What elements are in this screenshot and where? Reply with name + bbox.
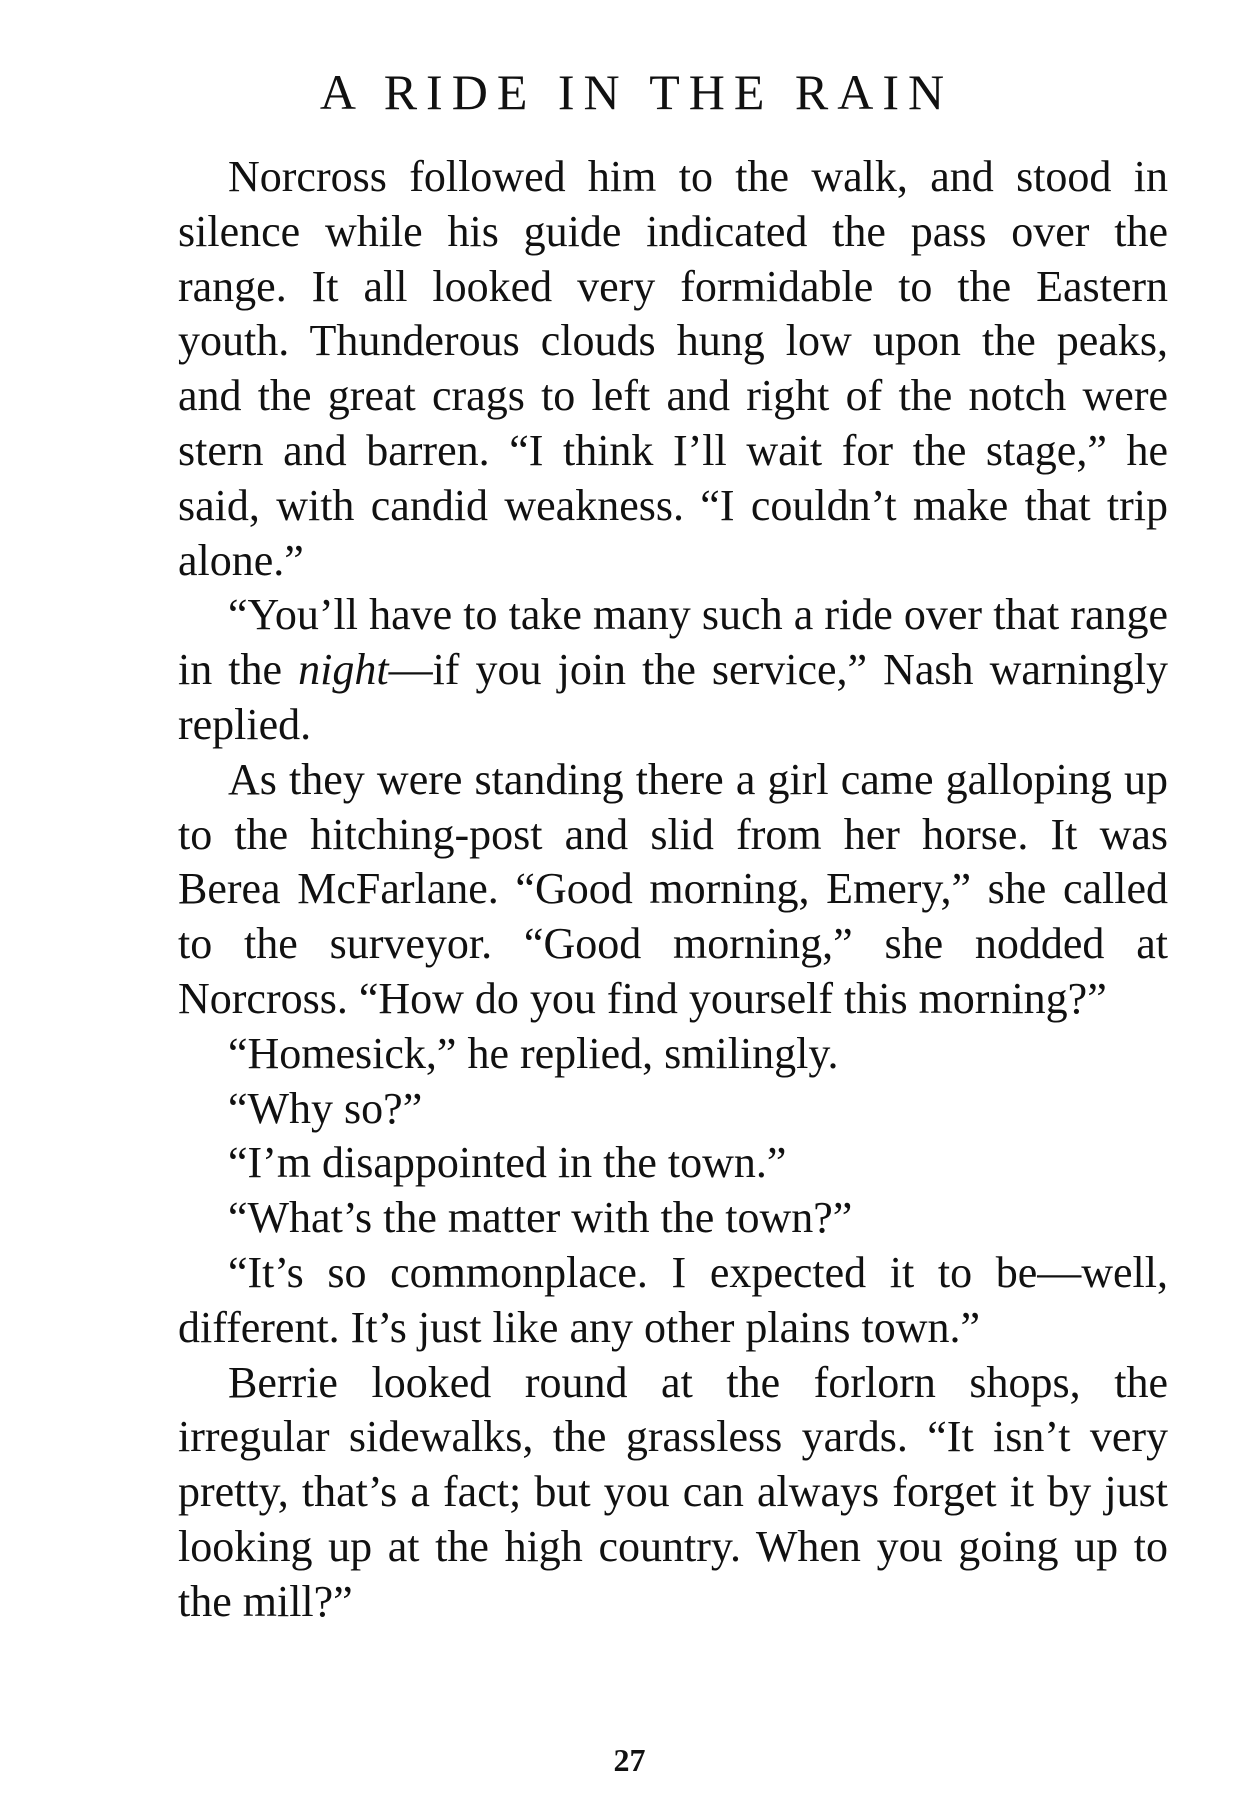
paragraph-text: “You’ll have to take many such a ride over that range in the [178,590,1168,695]
paragraph: “It’s so commonplace. I expected it to be—well, different. It’s just like any other plains town.” [178,1247,1168,1352]
paragraph: “Homesick,” he replied, smilingly. [228,1028,839,1078]
paragraph: “What’s the matter with the town?” [228,1193,853,1243]
running-head: A RIDE IN THE RAIN [319,64,954,120]
paragraph [178,588,1168,752]
body-text [178,150,1168,1630]
page-number: 27 [613,1742,646,1778]
paragraph: “I’m disappointed in the town.” [228,1138,787,1188]
paragraph: Norcross followed him to the walk, and stood in silence while his guide indicated the pass over the range. It all looked very formidable to the Eastern youth. Thunderous clouds hung low upon the peaks, and the great crags to left and right of the notch were stern and barren. “I think I’ll wait for the stage,” he said, with candid weakness. “I couldn’t make that trip alone.” [178,152,1168,585]
italic-word: night [298,645,389,695]
paragraph: As they were standing there a girl came galloping up to the hitching-post and slid from her horse. It was Berea McFarlane. “Good morning, Emery,” she called to the surveyor. “Good morning,” she nodded at Norcross. “How do you find yourself this morning?” [178,754,1168,1023]
paragraph: Berrie looked round at the forlorn shops, the irregular sidewalks, the grassless yards. “It isn’t very pretty, that’s a fact; but you can always forget it by just looking up at the high country. When you going up to the mill?” [178,1357,1168,1626]
paragraph-text: —if you join the service,” Nash warningly replied. [178,645,1169,749]
paragraph: “Why so?” [228,1083,423,1133]
